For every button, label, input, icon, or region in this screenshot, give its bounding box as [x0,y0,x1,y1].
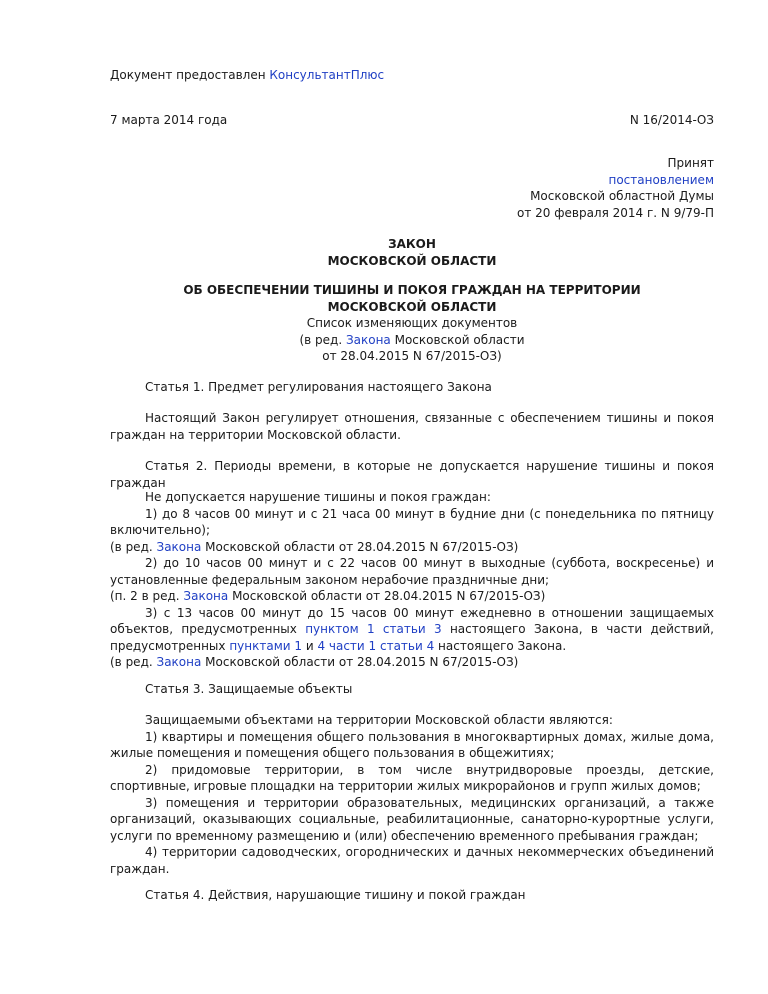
law-subject [110,282,714,365]
part-1-article-4-link[interactable]: 4 части 1 статьи 4 [317,638,435,653]
subject-line-1: ОБ ОБЕСПЕЧЕНИИ ТИШИНЫ И ПОКОЯ ГРАЖДАН НА ТЕРРИТОРИИ [183,283,641,297]
edition-suffix: Московской области от 28.04.2015 N 67/2015-ОЗ) [228,589,546,603]
changes-list-label: Список изменяющих документов [306,316,518,330]
changes-prefix: (в ред. [299,332,346,347]
article-2-intro: Не допускается нарушение тишины и покоя граждан: [145,490,491,504]
article-2-heading-text: Статья 2. Периоды времени, в которые не допускается нарушение тишины и покоя граждан [110,459,714,490]
edition-suffix: Московской области от 28.04.2015 N 67/2015-ОЗ) [201,539,519,554]
article-1-paragraph: Настоящий Закон регулирует отношения, связанные с обеспечением тишины и покоя граждан на территории Московской области. [110,411,714,442]
adoption-line-4: от 20 февраля 2014 г. N 9/79-П [517,205,714,220]
article-3-intro: Защищаемыми объектами на территории Московской области являются: [145,713,613,727]
item-3-text-a: 3) с 13 часов 00 минут до 15 часов 00 минут ежедневно в отношении защищаемых объектов, предусмотренных [110,605,714,636]
article-1-body [110,410,714,443]
changes-suffix: Московской области [390,332,525,347]
article-4-heading [110,887,714,904]
article-2-body [110,489,714,671]
article-3-item-1: 1) квартиры и помещения общего пользования в многоквартирных домах, жилые дома, жилые помещения и помещения общего пользования в общежитиях; [110,729,714,760]
edition-prefix: (в ред. [110,655,157,669]
adoption-block [517,155,714,221]
article-2-item-1: 1) до 8 часов 00 минут и с 21 часа 00 минут в будние дни (с понедельника по пятницу включительно); [110,506,714,537]
adoption-line-3: Московской областной Думы [530,189,714,203]
edition-prefix: (п. 2 в ред. [110,589,184,603]
article-2-item-2: 2) до 10 часов 00 минут и с 22 часов 00 минут в выходные (суббота, воскресенье) и установленные федеральным законом нерабочие праздничные дни; [110,556,714,587]
provided-by-text: Документ предоставлен [110,68,270,82]
article-3-item-2: 2) придомовые территории, в том числе внутридворовые проезды, детские, спортивные, игровые площадки на территории жилых микрорайонов и групп жилых домов; [110,762,714,793]
consultant-plus-link[interactable]: КонсультантПлюс [269,68,385,82]
adoption-line-1: Принят [667,156,714,170]
resolution-link[interactable]: постановлением [608,172,714,187]
law-number: N 16/2014-ОЗ [629,113,714,127]
article-1-heading-text: Статья 1. Предмет регулирования настоящего Закона [145,380,492,394]
article-2-heading [110,458,714,491]
article-3-body [110,712,714,877]
article-3-heading-text: Статья 3. Защищаемые объекты [145,682,353,696]
point-1-article-3-link[interactable]: пунктом 1 статьи 3 [305,622,442,636]
law-date: 7 марта 2014 года [110,113,228,127]
title-law: ЗАКОН [388,237,436,251]
article-2-item-3 [110,605,714,655]
changes-law-link[interactable]: Закона [345,332,391,347]
article-3-item-3: 3) помещения и территории образовательных, медицинских организаций, а также организаций, оказывающих социальные, реабилитационные, санаторно-курортные услуги, услуги по временному размещению и (или) обеспечению временного пребывания граждан; [110,795,714,843]
changes-date: от 28.04.2015 N 67/2015-ОЗ) [322,349,502,363]
points-1-link[interactable]: пунктами 1 [229,638,302,653]
provided-by-line [110,67,384,84]
item-3-text-b: настоящего Закона, в части действий, предусмотренных [110,622,714,653]
article-4-heading-text: Статья 4. Действия, нарушающие тишину и покой граждан [145,888,526,902]
article-2-edition-2 [110,588,714,605]
edition-prefix: (в ред. [110,539,157,554]
item-3-text-d: настоящего Закона. [434,638,567,653]
article-3-item-4: 4) территории садоводческих, огороднических и дачных некоммерческих объединений граждан. [110,845,714,876]
article-1-heading [110,379,714,396]
article-2-edition-3 [110,654,714,671]
edition-law-link[interactable]: Закона [183,589,229,603]
edition-suffix: Московской области от 28.04.2015 N 67/2015-ОЗ) [201,655,519,669]
item-3-text-c: и [302,638,318,653]
title-region: МОСКОВСКОЙ ОБЛАСТИ [327,253,497,268]
changes-edition [110,332,714,349]
subject-line-2: МОСКОВСКОЙ ОБЛАСТИ [327,299,497,314]
article-2-edition-1 [110,539,714,556]
edition-law-link[interactable]: Закона [156,655,202,669]
edition-law-link[interactable]: Закона [156,539,202,554]
law-title [110,236,714,269]
article-3-heading [110,681,714,698]
